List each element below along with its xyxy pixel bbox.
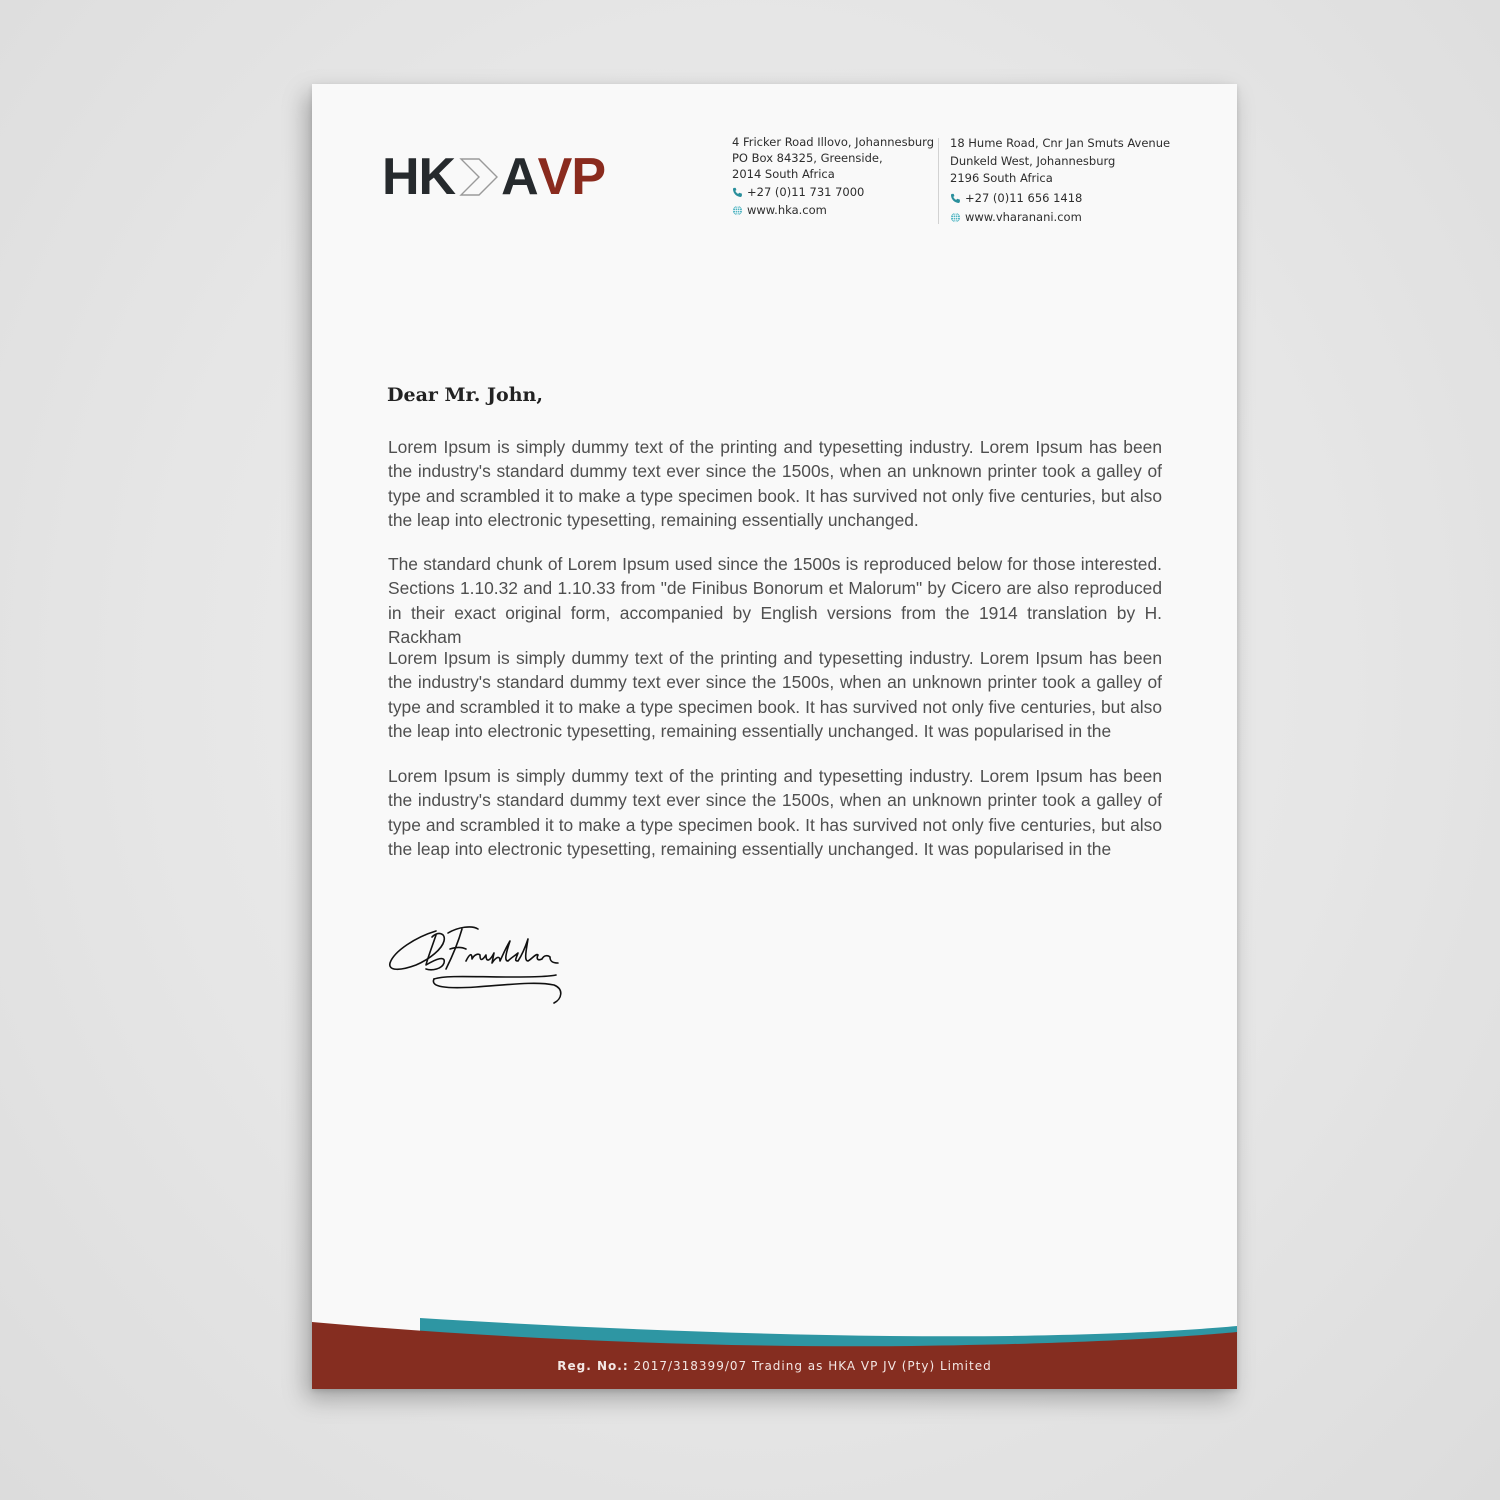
address-line: 2014 South Africa (732, 167, 835, 181)
phone-icon (950, 193, 961, 204)
logo-text-a: A (501, 148, 538, 206)
address-line: 18 Hume Road, Cnr Jan Smuts Avenue (950, 136, 1171, 150)
website-link[interactable]: www.vharanani.com (965, 210, 1082, 224)
reg-text: 2017/318399/07 Trading as HKA VP JV (Pty) Limited (628, 1359, 992, 1373)
body-paragraph: Lorem Ipsum is simply dummy text of the printing and typesetting industry. Lorem Ipsum has been the industry's standard dummy text ever since the 1500s, when an unknown printer took a galley of type and scrambled it to make a type specimen book. It has survived not only five centuries, but also the leap into electronic typesetting, remaining essentially unchanged. It was popularised in the (388, 648, 1162, 742)
address-line: 4 Fricker Road Illovo, Johannesburg (732, 135, 935, 149)
address-divider (938, 138, 939, 224)
body-paragraph: The standard chunk of Lorem Ipsum used since the 1500s is reproduced below for those interested. Sections 1.10.32 and 1.10.33 from "de Finibus Bonorum et Malorum" by Cicero are also reproduced in their exact original form, accompanied by English versions from the 1914 translation by H. Rackham (388, 554, 1162, 648)
phone-icon (732, 187, 743, 198)
address-line: PO Box 84325, Greenside, (732, 151, 883, 165)
address-block-hka (732, 134, 934, 218)
signature-image (386, 919, 566, 1014)
address-line: 2196 South Africa (950, 171, 1053, 185)
logo-text-hk: HK (382, 148, 456, 206)
letterhead-page (312, 84, 1237, 1389)
globe-icon (732, 205, 743, 216)
footer-registration (312, 1359, 1237, 1373)
logo-text-vp: VP (537, 148, 606, 206)
chevron-right-icon (459, 157, 501, 197)
phone-number: +27 (0)11 656 1418 (965, 190, 1083, 205)
globe-icon (950, 212, 961, 223)
website-row (732, 202, 934, 218)
salutation: Dear Mr. John, (387, 384, 543, 406)
website-row (950, 209, 1170, 227)
address-block-vharanani (950, 135, 1170, 227)
address-line: Dunkeld West, Johannesburg (950, 153, 1116, 168)
footer-wave (312, 1304, 1237, 1389)
body-paragraph: Lorem Ipsum is simply dummy text of the printing and typesetting industry. Lorem Ipsum has been the industry's standard dummy text ever since the 1500s, when an unknown printer took a galley of type and scrambled it to make a type specimen book. It has survived not only five centuries, but also the leap into electronic typesetting, remaining essentially unchanged. It was popularised in the (388, 766, 1162, 860)
phone-row (950, 190, 1170, 208)
body-paragraph: Lorem Ipsum is simply dummy text of the printing and typesetting industry. Lorem Ipsum has been the industry's standard dummy text ever since the 1500s, when an unknown printer took a galley of type and scrambled it to make a type specimen book. It has survived not only five centuries, but also the leap into electronic typesetting, remaining essentially unchanged. (388, 437, 1162, 531)
phone-row (732, 184, 934, 200)
phone-number: +27 (0)11 731 7000 (747, 185, 865, 199)
reg-label: Reg. No.: (557, 1359, 629, 1373)
website-link[interactable]: www.hka.com (747, 203, 827, 217)
company-logo (382, 148, 606, 206)
